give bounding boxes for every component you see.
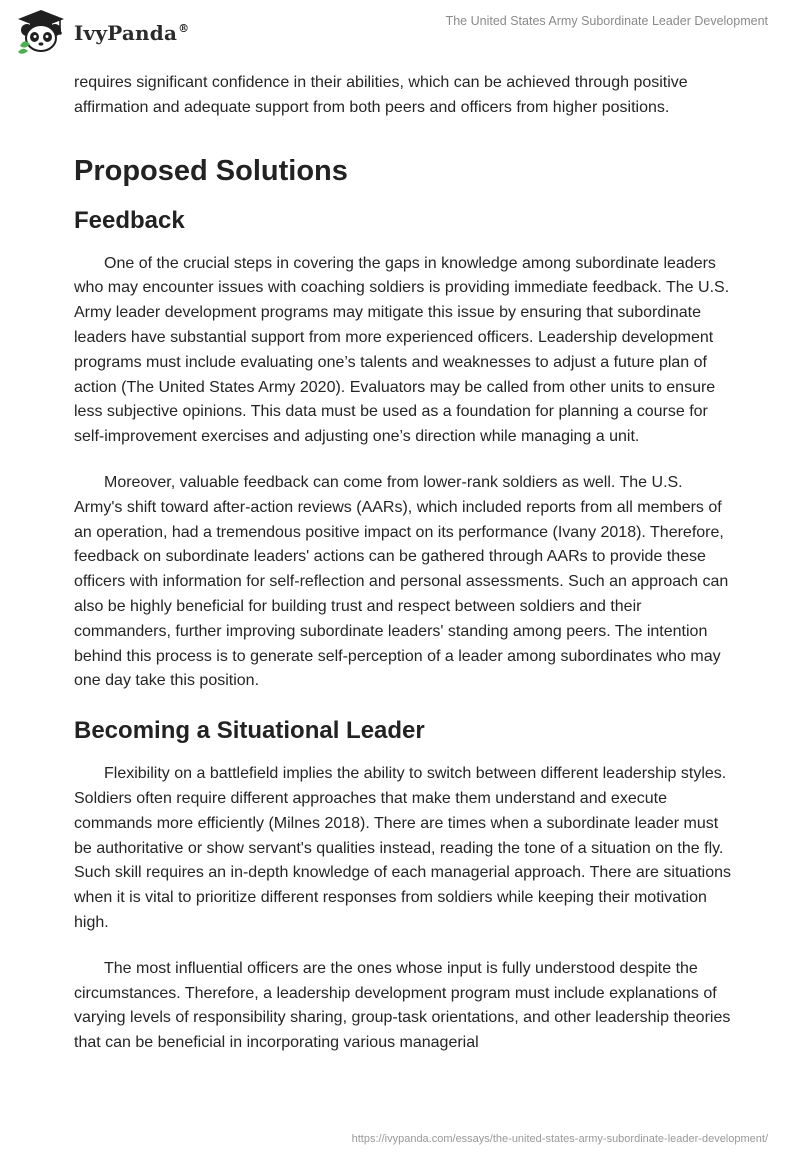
subsection-title-situational-leader: Becoming a Situational Leader (74, 717, 425, 745)
section-title: Proposed Solutions (74, 154, 348, 187)
source-url-link[interactable]: https://ivypanda.com/essays/the-united-states-army-subordinate-leader-development/ (351, 1133, 768, 1145)
subsection-title-feedback: Feedback (74, 206, 185, 234)
feedback-paragraph-1: One of the crucial steps in covering the gaps in knowledge among subordinate leaders who may encounter issues with coaching soldiers is providing immediate feedback. The U.S. Army leader development programs may mitigate this issue by ensuring that subordinate leaders have substantial support from more experienced officers. Leadership development programs must include evaluating one’s talents and weaknesses to adjust a future plan of action (The United States Army 2020). Evaluators may be called from other units to ensure less subjective opinions. This data must be used as a foundation for planning a course for self-improvement exercises and adjusting one’s direction while managing a unit. (74, 254, 730, 446)
brand-name: IvyPanda® (74, 21, 190, 45)
situational-paragraph-1: Flexibility on a battlefield implies the ability to switch between different leadership styles. Soldiers often require different approaches that make them understand and execute commands more efficiently (Milnes 2018). There are times when a subordinate leader must be authoritative or show servant's qualities instead, reading the tone of a situation on the fly. Such skill requires an in-depth knowledge of each managerial approach. There are situations when it is vital to prioritize different responses from soldiers while keeping their motivation high. (74, 765, 731, 931)
registered-mark: ® (178, 22, 190, 36)
situational-paragraph-2: The most influential officers are the ones whose input is fully understood despite the circumstances. Therefore, a leadership development program must include explanations of varying levels of responsibility sharing, group-task orientations, and other leadership theories that can be beneficial in incorporating various managerial (74, 959, 731, 1052)
intro-paragraph: requires significant confidence in their abilities, which can be achieved through positive affirmation and adequate support from both peers and officers from higher positions. (74, 74, 688, 116)
feedback-paragraph-2: Moreover, valuable feedback can come from lower-rank soldiers as well. The U.S. Army's shift toward after-action reviews (AARs), which included reports from all members of an operation, had a tremendous positive impact on its performance (Ivany 2018). Therefore, feedback on subordinate leaders' actions can be gathered through AARs to provide these officers with information for self-reflection and personal assessments. Such an approach can also be highly beneficial for building trust and respect between soldiers and their commanders, further improving subordinate leaders' standing among peers. The intention behind this process is to generate self-perception of a leader among subordinates who may one day take this position. (74, 473, 729, 690)
article-body (74, 71, 734, 1056)
page-header (0, 0, 800, 64)
ivypanda-logo-link[interactable] (16, 8, 189, 54)
panda-graduation-cap-logo-icon (16, 8, 66, 54)
document-title: The United States Army Subordinate Leader Development (445, 14, 768, 28)
